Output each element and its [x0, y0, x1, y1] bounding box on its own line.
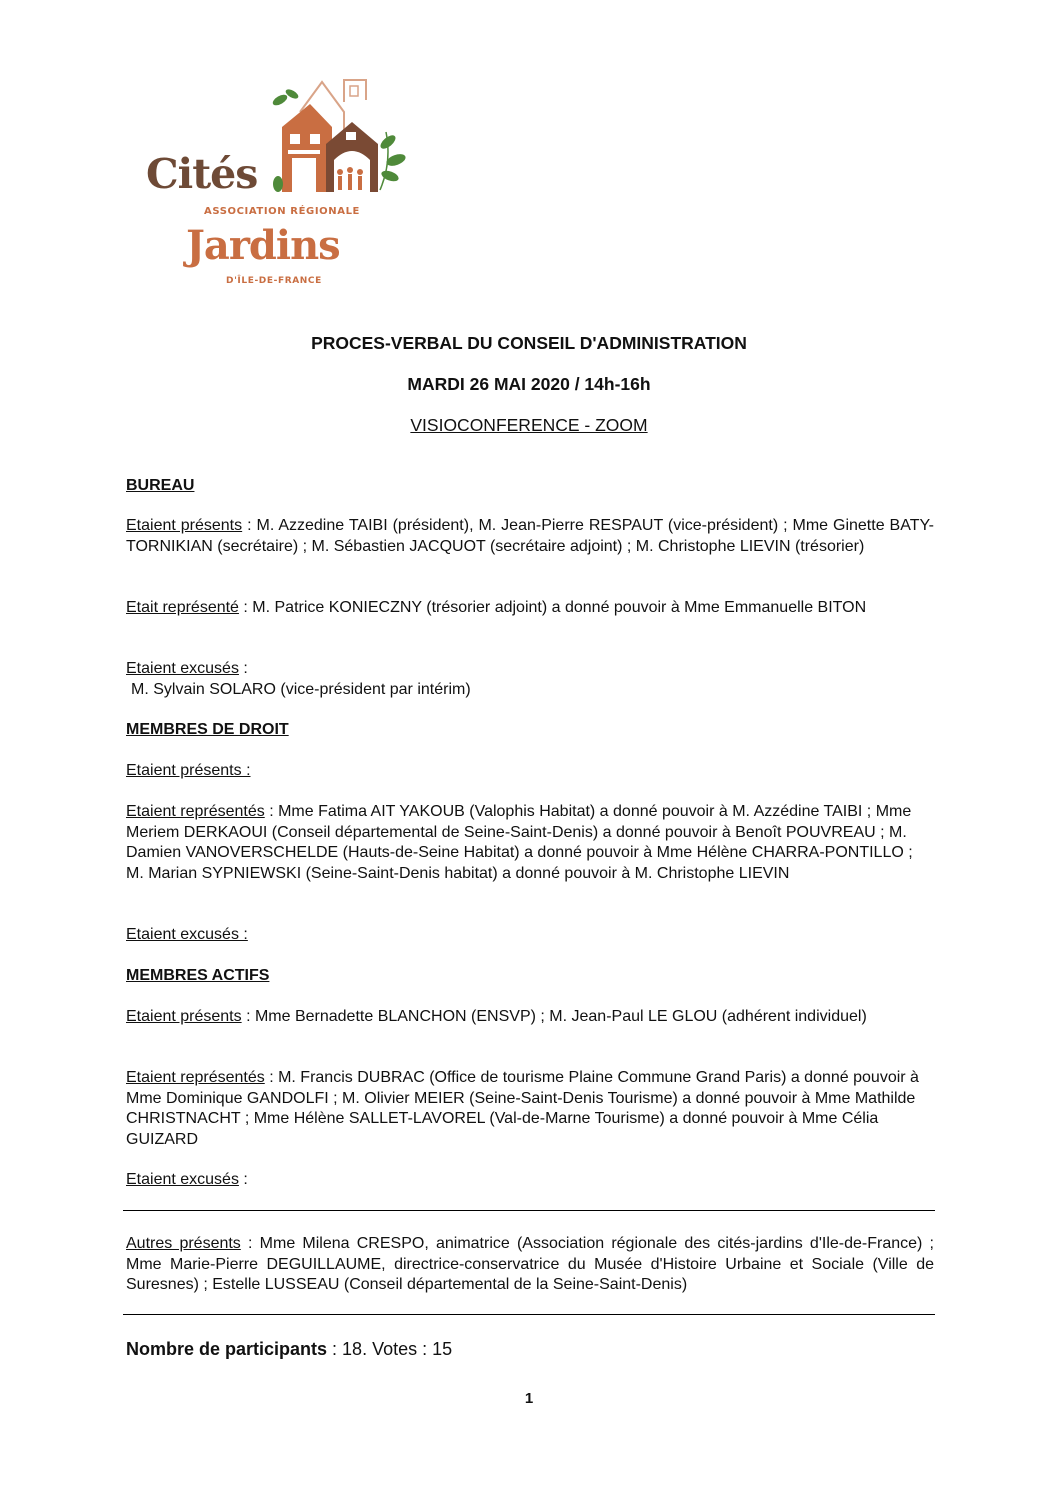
droit-present-paragraph: [126, 761, 934, 782]
droit-represented-label: Etaient représentés: [126, 803, 265, 820]
horizontal-rule-top: [123, 1210, 935, 1211]
document-title: PROCES-VERBAL DU CONSEIL D'ADMINISTRATION: [311, 333, 747, 353]
actifs-excused-paragraph: [126, 1170, 934, 1191]
horizontal-rule-bottom: [123, 1314, 935, 1315]
participants-label: Nombre de participants: [126, 1339, 328, 1359]
bureau-excused-label: Etaient excusés: [126, 660, 239, 677]
actifs-present-text: : Mme Bernadette BLANCHON (ENSVP) ; M. Jean-Paul LE GLOU (adhérent individuel): [241, 1008, 867, 1025]
autres-presents-label: Autres présents: [126, 1235, 241, 1252]
actifs-present-label: Etaient présents: [126, 1008, 242, 1025]
bureau-represented-paragraph: [126, 598, 934, 619]
section-heading-membres-actifs: MEMBRES ACTIFS: [126, 967, 270, 984]
bureau-present-text: : M. Azzedine TAIBI (président), M. Jean-Pierre RESPAUT (vice-président) ; Mme Ginette BATY-TORNIKIAN (secrétaire) ; M. Sébastien JACQUOT (secrétaire adjoint) ; M. Christophe LIEVIN (trésorier): [126, 517, 935, 555]
actifs-represented-paragraph: [126, 1068, 934, 1150]
logo-word-jardins: Jardins: [186, 222, 340, 269]
bureau-excused-paragraph: [126, 659, 934, 700]
association-logo: [140, 72, 420, 294]
bureau-excused-text: M. Sylvain SOLARO (vice-président par intérim): [131, 680, 471, 698]
participants-text: : 18. Votes : 15: [327, 1339, 453, 1359]
actifs-represented-text: : M. Francis DUBRAC (Office de tourisme Plaine Commune Grand Paris) a donné pouvoir à Mme Dominique GANDOLFI ; M. Olivier MEIER (Seine-Saint-Denis Tourisme) a donné pouvoir à Mme Mathilde CHRISTNACHT ; Mme Hélène SALLET-LAVOREL (Val-de-Marne Tourisme) a donné pouvoir à Mme Célia GUIZARD: [126, 1069, 919, 1148]
section-heading-membres-droit: MEMBRES DE DROIT: [126, 721, 289, 738]
page-number: 1: [524, 1390, 534, 1407]
actifs-present-paragraph: [126, 1007, 934, 1028]
droit-represented-paragraph: [126, 802, 934, 884]
bureau-represented-text: : M. Patrice KONIECZNY (trésorier adjoint) a donné pouvoir à Mme Emmanuelle BITON: [238, 599, 867, 616]
actifs-excused-suffix: :: [238, 1171, 248, 1188]
actifs-excused-label: Etaient excusés: [126, 1171, 239, 1188]
cite-jardin-houses-icon: [270, 72, 420, 202]
logo-ile-de-france: D'ÎLE-DE-FRANCE: [226, 276, 322, 286]
meeting-location: VISIOCONFERENCE - ZOOM: [410, 415, 648, 435]
bureau-present-paragraph: [126, 516, 934, 557]
autres-presents-text: : Mme Milena CRESPO, animatrice (Association régionale des cités-jardins d'Ile-de-France) ; Mme Marie-Pierre DEGUILLAUME, directrice-conservatrice du Musée d'Histoire Urbaine et Sociale (Ville de Suresnes) ; Estelle LUSSEAU (Conseil départemental de la Seine-Saint-Denis): [126, 1235, 934, 1293]
section-heading-bureau: BUREAU: [126, 477, 195, 494]
droit-excused-paragraph: [126, 925, 934, 946]
bureau-excused-suffix: :: [238, 660, 248, 677]
bureau-present-label: Etaient présents: [126, 517, 243, 534]
droit-excused-label: Etaient excusés :: [126, 926, 248, 943]
participants-summary: [126, 1339, 934, 1360]
droit-represented-text: : Mme Fatima AIT YAKOUB (Valophis Habitat) a donné pouvoir à M. Azzédine TAIBI ; Mme Meriem DERKAOUI (Conseil départemental de Seine-Saint-Denis) a donné pouvoir à Benoît POUVREAU ; M. Damien VANOVERSCHELDE (Hauts-de-Seine Habitat) a donné pouvoir à Mme Hélène CHARRA-PONTILLO ; M. Marian SYPNIEWSKI (Seine-Saint-Denis habitat) a donné pouvoir à M. Christophe LIEVIN: [126, 803, 913, 882]
droit-present-label: Etaient présents :: [126, 762, 251, 779]
autres-presents-paragraph: [126, 1234, 934, 1296]
meeting-date: MARDI 26 MAI 2020 / 14h-16h: [407, 374, 651, 394]
logo-word-cites: Cités: [146, 150, 258, 198]
bureau-represented-label: Etait représenté: [126, 599, 239, 616]
logo-association-regionale: ASSOCIATION RÉGIONALE: [204, 206, 360, 217]
actifs-represented-label: Etaient représentés: [126, 1069, 265, 1086]
